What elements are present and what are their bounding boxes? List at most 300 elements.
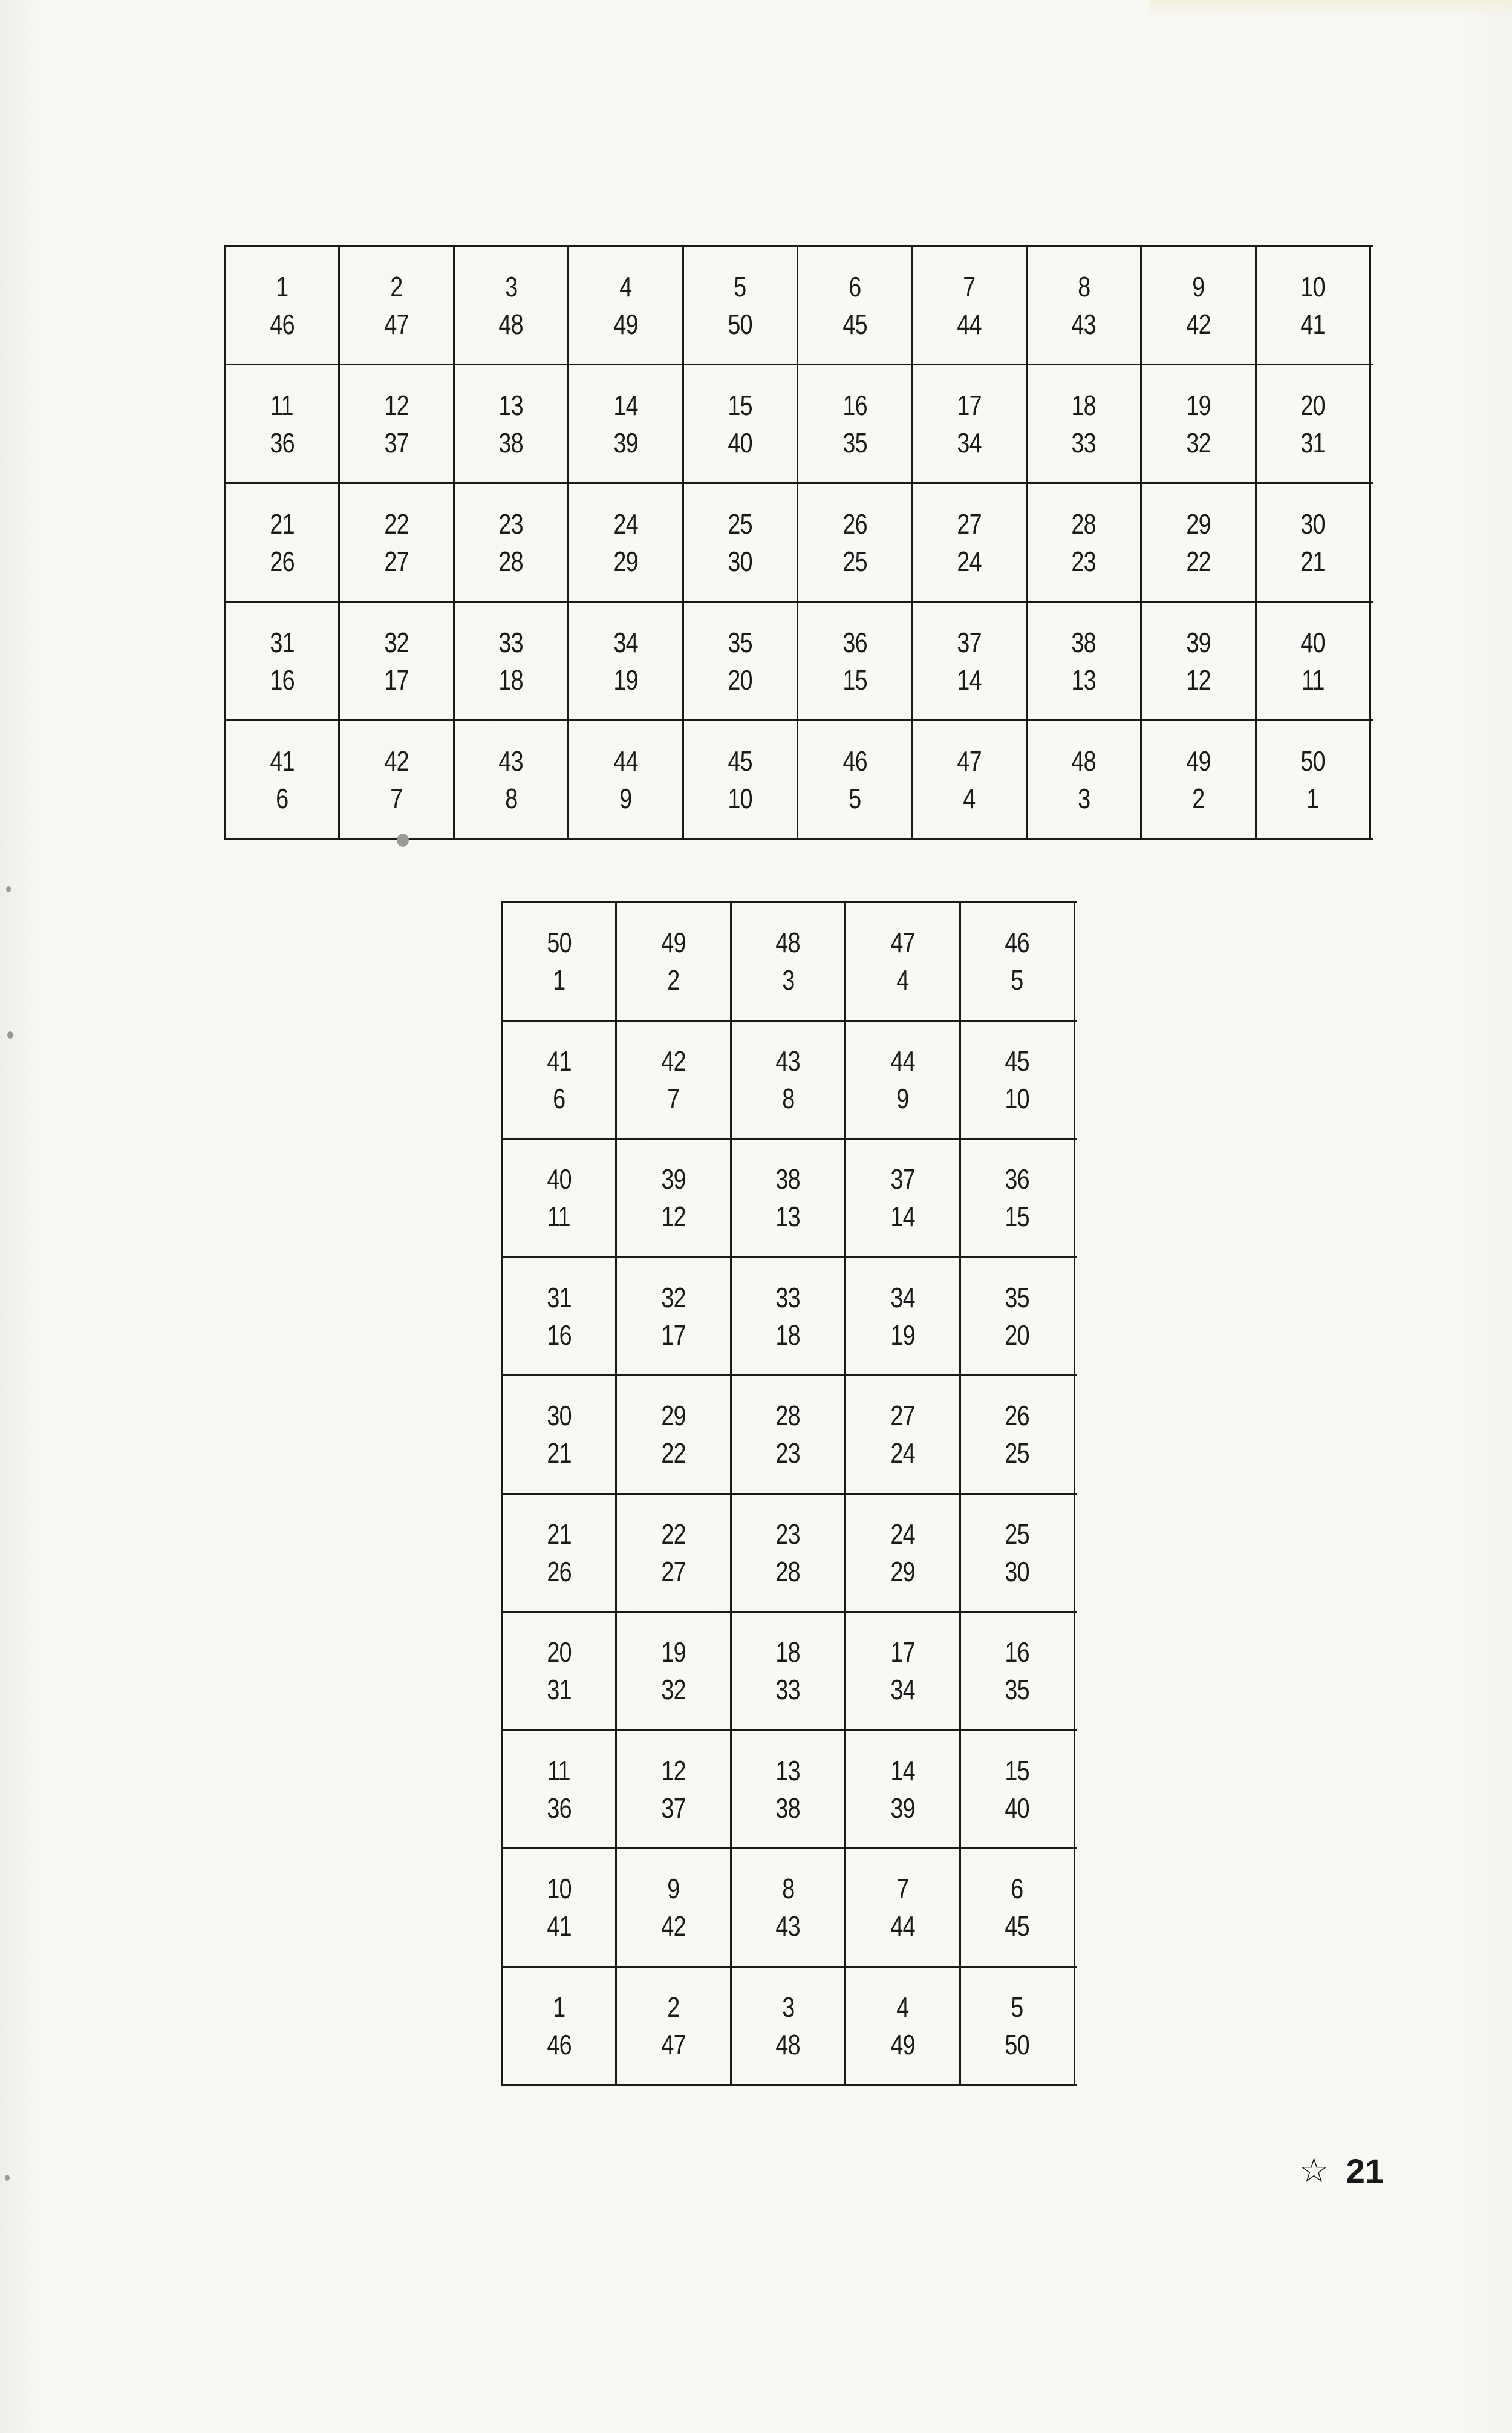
cell-top-number: 8 bbox=[1077, 270, 1090, 302]
cell-top-number: 27 bbox=[957, 508, 982, 540]
star-icon: ☆ bbox=[1299, 2151, 1329, 2189]
number-cell bbox=[503, 1022, 617, 1138]
number-cell bbox=[503, 1968, 617, 2085]
cell-top-number: 42 bbox=[384, 745, 409, 777]
grid-row bbox=[503, 1020, 1077, 1138]
number-cell bbox=[798, 365, 913, 482]
cell-bottom-number: 10 bbox=[728, 782, 752, 814]
cell-top-number: 20 bbox=[547, 1636, 572, 1668]
cell-top-number: 5 bbox=[734, 270, 746, 302]
cell-bottom-number: 44 bbox=[890, 1910, 915, 1942]
number-cell bbox=[226, 484, 340, 601]
cell-bottom-number: 41 bbox=[547, 1910, 572, 1942]
grid-row bbox=[503, 903, 1077, 1020]
cell-top-number: 39 bbox=[661, 1163, 686, 1195]
cell-bottom-number: 42 bbox=[661, 1910, 686, 1942]
cell-bottom-number: 41 bbox=[1300, 308, 1325, 340]
number-cell bbox=[846, 903, 960, 1020]
cell-top-number: 47 bbox=[890, 927, 915, 959]
paper-edge-tint bbox=[1149, 0, 1512, 18]
cell-bottom-number: 26 bbox=[270, 545, 295, 577]
cell-top-number: 48 bbox=[1071, 745, 1097, 777]
number-cell bbox=[1142, 603, 1256, 719]
grid-row bbox=[226, 719, 1373, 838]
cell-top-number: 4 bbox=[619, 270, 632, 302]
number-cell bbox=[684, 247, 798, 364]
cell-bottom-number: 19 bbox=[613, 664, 638, 696]
number-cell bbox=[503, 1731, 617, 1848]
cell-bottom-number: 37 bbox=[661, 1792, 686, 1824]
cell-top-number: 45 bbox=[1005, 1045, 1029, 1077]
number-cell bbox=[732, 903, 846, 1020]
number-cell bbox=[455, 721, 569, 838]
cell-bottom-number: 21 bbox=[1300, 545, 1325, 577]
cell-top-number: 34 bbox=[890, 1281, 915, 1313]
cell-top-number: 15 bbox=[1005, 1754, 1029, 1786]
cell-bottom-number: 23 bbox=[775, 1437, 801, 1469]
cell-top-number: 40 bbox=[1300, 626, 1325, 658]
cell-bottom-number: 11 bbox=[1301, 664, 1325, 696]
number-cell bbox=[340, 484, 454, 601]
number-cell bbox=[1257, 721, 1371, 838]
cell-top-number: 46 bbox=[1005, 927, 1029, 959]
number-cell bbox=[569, 365, 683, 482]
cell-top-number: 41 bbox=[270, 745, 295, 777]
cell-top-number: 43 bbox=[498, 745, 524, 777]
number-cell bbox=[732, 1376, 846, 1493]
cell-bottom-number: 23 bbox=[1071, 545, 1097, 577]
number-cell bbox=[617, 1376, 731, 1493]
number-cell bbox=[1142, 484, 1256, 601]
number-cell bbox=[846, 1968, 960, 2085]
cell-top-number: 27 bbox=[890, 1400, 915, 1432]
cell-bottom-number: 1 bbox=[1306, 782, 1319, 814]
cell-bottom-number: 48 bbox=[498, 308, 524, 340]
number-cell bbox=[732, 1849, 846, 1966]
number-cell bbox=[226, 365, 340, 482]
cell-bottom-number: 27 bbox=[384, 545, 409, 577]
grid-row bbox=[503, 1729, 1077, 1848]
cell-bottom-number: 31 bbox=[547, 1674, 572, 1706]
cell-top-number: 23 bbox=[775, 1518, 801, 1550]
cell-bottom-number: 3 bbox=[781, 964, 795, 996]
cell-top-number: 9 bbox=[667, 1873, 680, 1905]
cell-top-number: 44 bbox=[613, 745, 638, 777]
number-cell bbox=[1142, 247, 1256, 364]
number-cell bbox=[846, 1495, 960, 1612]
number-cell bbox=[961, 1731, 1075, 1848]
cell-bottom-number: 39 bbox=[613, 426, 638, 459]
cell-bottom-number: 7 bbox=[390, 782, 403, 814]
cell-top-number: 30 bbox=[1300, 508, 1325, 540]
grid-row bbox=[503, 1611, 1077, 1729]
cell-top-number: 37 bbox=[957, 626, 982, 658]
number-cell bbox=[569, 484, 683, 601]
cell-top-number: 11 bbox=[270, 389, 293, 421]
number-cell bbox=[732, 1613, 846, 1729]
cell-bottom-number: 4 bbox=[963, 782, 976, 814]
number-cell bbox=[1028, 721, 1142, 838]
number-cell bbox=[961, 903, 1075, 1020]
cell-bottom-number: 25 bbox=[1005, 1437, 1029, 1469]
cell-bottom-number: 30 bbox=[728, 545, 752, 577]
cell-bottom-number: 13 bbox=[1071, 664, 1097, 696]
cell-top-number: 13 bbox=[498, 389, 524, 421]
cell-bottom-number: 15 bbox=[1005, 1201, 1029, 1233]
cell-bottom-number: 17 bbox=[384, 664, 409, 696]
cell-top-number: 46 bbox=[842, 745, 867, 777]
cell-bottom-number: 38 bbox=[498, 426, 524, 459]
cell-bottom-number: 4 bbox=[896, 964, 909, 996]
cell-bottom-number: 29 bbox=[890, 1555, 915, 1587]
cell-top-number: 3 bbox=[504, 270, 518, 302]
number-cell bbox=[732, 1258, 846, 1375]
number-cell bbox=[569, 603, 683, 719]
number-cell bbox=[798, 721, 913, 838]
ink-speck bbox=[397, 834, 409, 847]
cell-top-number: 19 bbox=[1186, 389, 1211, 421]
cell-bottom-number: 24 bbox=[890, 1437, 915, 1469]
cell-top-number: 7 bbox=[896, 1873, 909, 1905]
cell-top-number: 41 bbox=[547, 1045, 572, 1077]
cell-bottom-number: 2 bbox=[1192, 782, 1205, 814]
number-cell bbox=[1257, 484, 1371, 601]
number-cell bbox=[732, 1731, 846, 1848]
cell-top-number: 6 bbox=[849, 270, 861, 302]
grid-row bbox=[503, 1374, 1077, 1493]
cell-top-number: 29 bbox=[661, 1400, 686, 1432]
number-cell bbox=[617, 1968, 731, 2085]
cell-bottom-number: 9 bbox=[896, 1082, 909, 1114]
cell-bottom-number: 20 bbox=[728, 664, 752, 696]
number-cell bbox=[846, 1731, 960, 1848]
number-cell bbox=[1028, 484, 1142, 601]
number-cell bbox=[684, 365, 798, 482]
cell-top-number: 44 bbox=[890, 1045, 915, 1077]
cell-top-number: 14 bbox=[890, 1754, 915, 1786]
cell-bottom-number: 46 bbox=[547, 2028, 572, 2060]
number-cell bbox=[732, 1968, 846, 2085]
cell-top-number: 31 bbox=[547, 1281, 572, 1313]
number-cell bbox=[617, 1140, 731, 1256]
cell-bottom-number: 45 bbox=[1005, 1910, 1029, 1942]
cell-bottom-number: 34 bbox=[890, 1674, 915, 1706]
number-cell bbox=[798, 247, 913, 364]
cell-bottom-number: 1 bbox=[553, 964, 565, 996]
cell-bottom-number: 36 bbox=[547, 1792, 572, 1824]
number-cell bbox=[617, 1495, 731, 1612]
cell-bottom-number: 48 bbox=[775, 2028, 801, 2060]
cell-top-number: 10 bbox=[1300, 270, 1325, 302]
number-cell bbox=[503, 1376, 617, 1493]
number-cell bbox=[226, 603, 340, 719]
number-cell bbox=[569, 247, 683, 364]
ink-speck bbox=[5, 2175, 10, 2181]
number-cell bbox=[798, 484, 913, 601]
cell-top-number: 34 bbox=[613, 626, 638, 658]
cell-top-number: 48 bbox=[775, 927, 801, 959]
cell-top-number: 35 bbox=[1005, 1281, 1029, 1313]
cell-top-number: 32 bbox=[384, 626, 409, 658]
number-cell bbox=[732, 1022, 846, 1138]
cell-top-number: 33 bbox=[775, 1281, 801, 1313]
cell-top-number: 30 bbox=[547, 1400, 572, 1432]
cell-top-number: 18 bbox=[1071, 389, 1097, 421]
cell-top-number: 31 bbox=[270, 626, 295, 658]
cell-top-number: 2 bbox=[390, 270, 403, 302]
cell-top-number: 18 bbox=[775, 1636, 801, 1668]
cell-bottom-number: 13 bbox=[775, 1201, 801, 1233]
cell-top-number: 38 bbox=[775, 1163, 801, 1195]
cell-top-number: 11 bbox=[547, 1754, 570, 1786]
number-cell bbox=[732, 1140, 846, 1256]
number-cell bbox=[961, 1140, 1075, 1256]
cell-top-number: 10 bbox=[547, 1873, 572, 1905]
cell-top-number: 17 bbox=[957, 389, 982, 421]
number-cell bbox=[455, 247, 569, 364]
cell-top-number: 9 bbox=[1192, 270, 1205, 302]
cell-bottom-number: 22 bbox=[661, 1437, 686, 1469]
number-cell bbox=[340, 247, 454, 364]
cell-bottom-number: 33 bbox=[775, 1674, 801, 1706]
top-number-grid bbox=[224, 245, 1373, 840]
cell-bottom-number: 47 bbox=[661, 2028, 686, 2060]
number-cell bbox=[503, 1258, 617, 1375]
number-cell bbox=[913, 365, 1027, 482]
bottom-number-grid bbox=[501, 901, 1077, 2086]
number-cell bbox=[617, 903, 731, 1020]
cell-top-number: 35 bbox=[728, 626, 752, 658]
page-footer bbox=[1299, 2151, 1384, 2190]
number-cell bbox=[846, 1613, 960, 1729]
cell-bottom-number: 12 bbox=[1186, 664, 1211, 696]
number-cell bbox=[617, 1731, 731, 1848]
cell-bottom-number: 34 bbox=[957, 426, 982, 459]
number-cell bbox=[684, 484, 798, 601]
number-cell bbox=[913, 721, 1027, 838]
cell-top-number: 15 bbox=[728, 389, 752, 421]
number-cell bbox=[961, 1022, 1075, 1138]
number-cell bbox=[913, 484, 1027, 601]
cell-bottom-number: 46 bbox=[270, 308, 295, 340]
number-cell bbox=[455, 603, 569, 719]
number-cell bbox=[1028, 603, 1142, 719]
cell-bottom-number: 49 bbox=[613, 308, 638, 340]
number-cell bbox=[1028, 365, 1142, 482]
number-cell bbox=[226, 721, 340, 838]
number-cell bbox=[846, 1258, 960, 1375]
cell-bottom-number: 5 bbox=[1011, 964, 1023, 996]
number-cell bbox=[1257, 365, 1371, 482]
number-cell bbox=[455, 365, 569, 482]
grid-row bbox=[503, 1847, 1077, 1966]
number-cell bbox=[684, 721, 798, 838]
cell-top-number: 20 bbox=[1300, 389, 1325, 421]
grid-row bbox=[226, 601, 1373, 719]
cell-bottom-number: 40 bbox=[728, 426, 752, 459]
cell-top-number: 5 bbox=[1011, 1991, 1023, 2023]
number-cell bbox=[503, 1849, 617, 1966]
number-cell bbox=[961, 1968, 1075, 2085]
cell-bottom-number: 39 bbox=[890, 1792, 915, 1824]
grid-row bbox=[226, 482, 1373, 601]
cell-top-number: 28 bbox=[775, 1400, 801, 1432]
number-cell bbox=[961, 1495, 1075, 1612]
page-number: 21 bbox=[1346, 2151, 1384, 2190]
cell-bottom-number: 6 bbox=[553, 1082, 565, 1114]
grid-row bbox=[226, 247, 1373, 364]
cell-top-number: 32 bbox=[661, 1281, 686, 1313]
cell-bottom-number: 26 bbox=[547, 1555, 572, 1587]
number-cell bbox=[1257, 603, 1371, 719]
number-cell bbox=[617, 1849, 731, 1966]
cell-top-number: 49 bbox=[661, 927, 686, 959]
cell-bottom-number: 43 bbox=[1071, 308, 1097, 340]
number-cell bbox=[226, 247, 340, 364]
cell-top-number: 1 bbox=[553, 1991, 565, 2023]
number-cell bbox=[455, 484, 569, 601]
cell-bottom-number: 50 bbox=[1005, 2028, 1029, 2060]
cell-top-number: 8 bbox=[781, 1873, 795, 1905]
cell-bottom-number: 14 bbox=[890, 1201, 915, 1233]
cell-top-number: 36 bbox=[1005, 1163, 1029, 1195]
cell-bottom-number: 35 bbox=[1005, 1674, 1029, 1706]
cell-bottom-number: 10 bbox=[1005, 1082, 1029, 1114]
cell-bottom-number: 7 bbox=[667, 1082, 680, 1114]
cell-bottom-number: 27 bbox=[661, 1555, 686, 1587]
cell-bottom-number: 32 bbox=[1186, 426, 1211, 459]
cell-top-number: 21 bbox=[547, 1518, 572, 1550]
number-cell bbox=[961, 1849, 1075, 1966]
cell-bottom-number: 16 bbox=[270, 664, 295, 696]
cell-bottom-number: 18 bbox=[498, 664, 524, 696]
number-cell bbox=[1257, 247, 1371, 364]
grid-row bbox=[226, 364, 1373, 482]
cell-top-number: 24 bbox=[890, 1518, 915, 1550]
cell-bottom-number: 24 bbox=[957, 545, 982, 577]
cell-bottom-number: 8 bbox=[504, 782, 518, 814]
cell-bottom-number: 21 bbox=[547, 1437, 572, 1469]
cell-top-number: 42 bbox=[661, 1045, 686, 1077]
cell-bottom-number: 8 bbox=[781, 1082, 795, 1114]
cell-bottom-number: 25 bbox=[842, 545, 867, 577]
cell-top-number: 43 bbox=[775, 1045, 801, 1077]
cell-bottom-number: 32 bbox=[661, 1674, 686, 1706]
number-cell bbox=[1028, 247, 1142, 364]
cell-bottom-number: 22 bbox=[1186, 545, 1211, 577]
cell-bottom-number: 43 bbox=[775, 1910, 801, 1942]
number-cell bbox=[1142, 365, 1256, 482]
cell-top-number: 12 bbox=[384, 389, 409, 421]
cell-bottom-number: 14 bbox=[957, 664, 982, 696]
number-cell bbox=[503, 903, 617, 1020]
cell-bottom-number: 30 bbox=[1005, 1555, 1029, 1587]
cell-top-number: 49 bbox=[1186, 745, 1211, 777]
cell-bottom-number: 50 bbox=[728, 308, 752, 340]
cell-top-number: 39 bbox=[1186, 626, 1211, 658]
cell-top-number: 17 bbox=[890, 1636, 915, 1668]
ink-speck bbox=[7, 1031, 13, 1039]
cell-top-number: 21 bbox=[270, 508, 295, 540]
number-cell bbox=[846, 1849, 960, 1966]
cell-bottom-number: 19 bbox=[890, 1319, 915, 1351]
cell-top-number: 22 bbox=[384, 508, 409, 540]
number-cell bbox=[846, 1376, 960, 1493]
cell-top-number: 16 bbox=[1005, 1636, 1029, 1668]
cell-bottom-number: 15 bbox=[842, 664, 867, 696]
cell-bottom-number: 37 bbox=[384, 426, 409, 459]
number-cell bbox=[684, 603, 798, 719]
cell-top-number: 47 bbox=[957, 745, 982, 777]
number-cell bbox=[617, 1613, 731, 1729]
number-cell bbox=[913, 247, 1027, 364]
cell-top-number: 26 bbox=[1005, 1400, 1029, 1432]
cell-top-number: 37 bbox=[890, 1163, 915, 1195]
cell-top-number: 36 bbox=[842, 626, 867, 658]
number-cell bbox=[617, 1022, 731, 1138]
cell-bottom-number: 38 bbox=[775, 1792, 801, 1824]
cell-bottom-number: 20 bbox=[1005, 1319, 1029, 1351]
grid-row bbox=[503, 1138, 1077, 1256]
cell-top-number: 28 bbox=[1071, 508, 1097, 540]
cell-top-number: 50 bbox=[547, 927, 572, 959]
cell-bottom-number: 44 bbox=[957, 308, 982, 340]
cell-bottom-number: 6 bbox=[276, 782, 288, 814]
cell-top-number: 45 bbox=[728, 745, 752, 777]
cell-top-number: 29 bbox=[1186, 508, 1211, 540]
number-cell bbox=[798, 603, 913, 719]
cell-bottom-number: 35 bbox=[842, 426, 867, 459]
number-cell bbox=[846, 1140, 960, 1256]
cell-top-number: 50 bbox=[1300, 745, 1325, 777]
cell-bottom-number: 5 bbox=[849, 782, 861, 814]
cell-bottom-number: 40 bbox=[1005, 1792, 1029, 1824]
cell-top-number: 33 bbox=[498, 626, 524, 658]
number-cell bbox=[961, 1258, 1075, 1375]
number-cell bbox=[617, 1258, 731, 1375]
cell-bottom-number: 9 bbox=[619, 782, 632, 814]
number-cell bbox=[961, 1613, 1075, 1729]
cell-bottom-number: 31 bbox=[1300, 426, 1325, 459]
cell-bottom-number: 47 bbox=[384, 308, 409, 340]
cell-top-number: 4 bbox=[896, 1991, 909, 2023]
cell-top-number: 14 bbox=[613, 389, 638, 421]
grid-row bbox=[503, 1256, 1077, 1375]
number-cell bbox=[569, 721, 683, 838]
number-cell bbox=[340, 603, 454, 719]
cell-bottom-number: 33 bbox=[1071, 426, 1097, 459]
cell-bottom-number: 3 bbox=[1077, 782, 1090, 814]
cell-bottom-number: 11 bbox=[547, 1201, 570, 1233]
grid-row bbox=[503, 1493, 1077, 1612]
cell-bottom-number: 2 bbox=[667, 964, 680, 996]
cell-top-number: 19 bbox=[661, 1636, 686, 1668]
ink-speck bbox=[6, 886, 11, 892]
cell-top-number: 23 bbox=[498, 508, 524, 540]
cell-top-number: 13 bbox=[775, 1754, 801, 1786]
cell-top-number: 26 bbox=[842, 508, 867, 540]
cell-top-number: 6 bbox=[1011, 1873, 1023, 1905]
cell-top-number: 22 bbox=[661, 1518, 686, 1550]
cell-top-number: 25 bbox=[1005, 1518, 1029, 1550]
number-cell bbox=[340, 721, 454, 838]
number-cell bbox=[340, 365, 454, 482]
cell-bottom-number: 28 bbox=[775, 1555, 801, 1587]
cell-bottom-number: 17 bbox=[661, 1319, 686, 1351]
cell-bottom-number: 18 bbox=[775, 1319, 801, 1351]
number-cell bbox=[913, 603, 1027, 719]
cell-top-number: 1 bbox=[276, 270, 288, 302]
